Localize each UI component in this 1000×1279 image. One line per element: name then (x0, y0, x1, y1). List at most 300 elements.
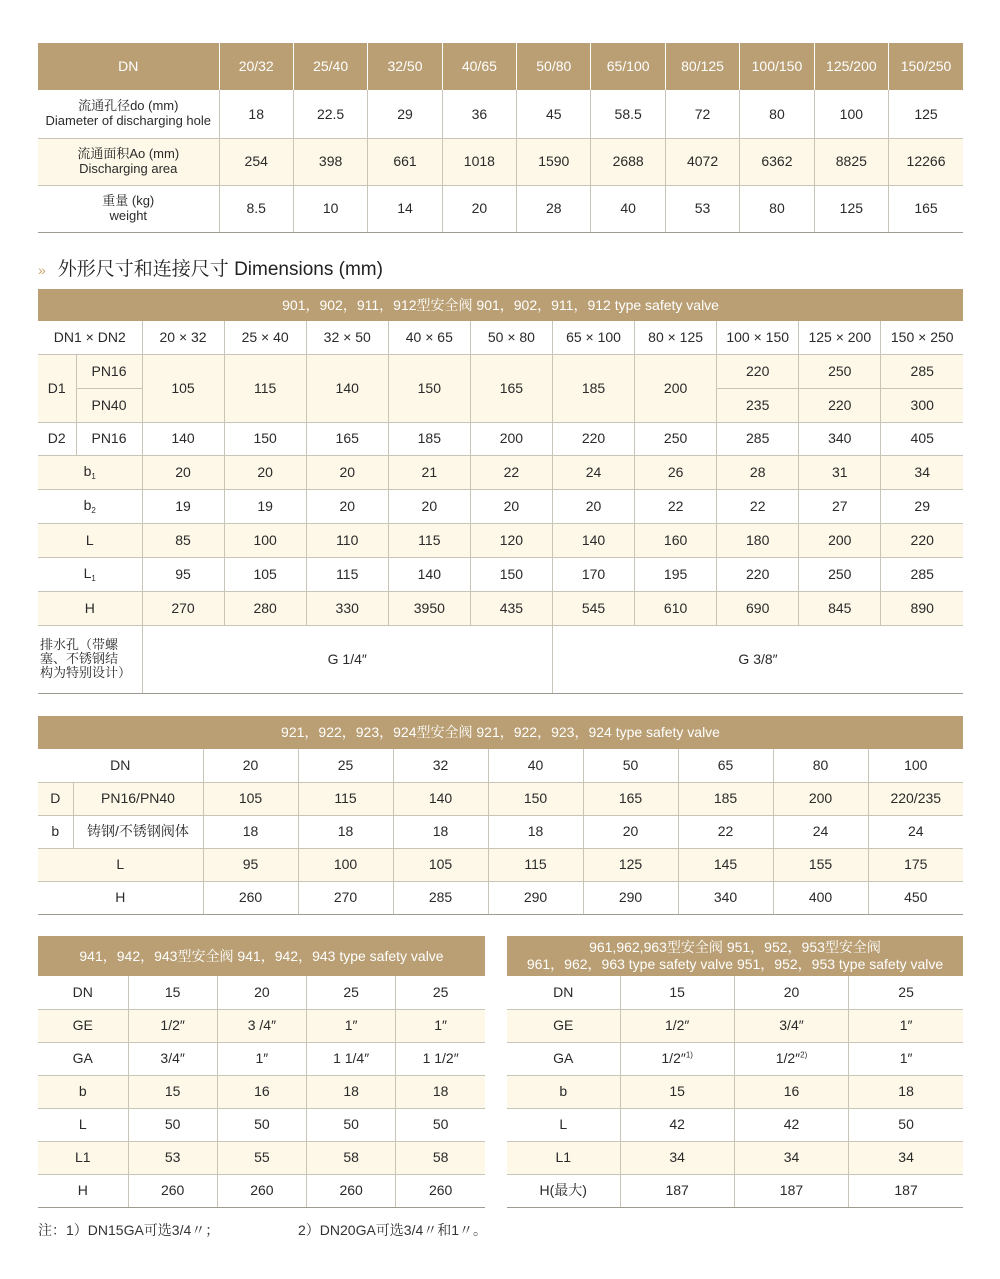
cell: 125 (583, 848, 678, 881)
row-label-text: b (83, 496, 92, 513)
cell: 235 (717, 388, 799, 422)
cell: 36 (442, 90, 516, 138)
cell: 125 (889, 90, 963, 138)
header-cell: 25 (298, 749, 393, 782)
cell: 8825 (814, 138, 888, 185)
cell: 85 (142, 523, 224, 557)
cell: 25 (307, 976, 396, 1009)
cell: 3/4″ (734, 1009, 848, 1042)
cell: 115 (306, 557, 388, 591)
table-row (38, 976, 485, 1009)
cell: 34 (881, 455, 963, 489)
table-title: 901，902，911，912型安全阀 901，902，911，912 type safety valve (38, 289, 963, 321)
cell: 31 (799, 455, 881, 489)
cell: 285 (881, 354, 963, 388)
cell: 140 (142, 422, 224, 455)
table-row (38, 1009, 485, 1042)
cell: 125 (814, 185, 888, 232)
section-title-text: 外形尺寸和连接尺寸 Dimensions (mm) (57, 259, 383, 280)
cell: 14 (368, 185, 442, 232)
cell: 25 (849, 976, 963, 1009)
cell: 26 (635, 455, 717, 489)
label-en: Diameter of discharging hole (45, 112, 211, 128)
row-label (38, 455, 142, 489)
row-label: L (38, 848, 203, 881)
row-label: b (38, 1075, 128, 1108)
cell: 22 (678, 815, 773, 848)
cell-value: 1/2″ (661, 1050, 686, 1067)
header-cell: 32/50 (368, 43, 442, 90)
cell: 42 (734, 1108, 848, 1141)
header-cell: 32 (393, 749, 488, 782)
cell: 115 (488, 848, 583, 881)
section-title (38, 254, 383, 281)
row-label: DN (507, 976, 620, 1009)
label-en: Discharging area (79, 160, 178, 176)
cell: 180 (717, 523, 799, 557)
drain-label-line: 构为特别设计） (40, 665, 132, 681)
cell: 34 (849, 1141, 963, 1174)
cell: 145 (678, 848, 773, 881)
cell: 610 (635, 591, 717, 625)
cell: 50 (849, 1108, 963, 1141)
cell: 1 1/2″ (396, 1042, 485, 1075)
row-label (38, 489, 142, 523)
cell: 150 (224, 422, 306, 455)
cell: 55 (217, 1141, 306, 1174)
row-label: H (38, 881, 203, 914)
row-label (38, 138, 219, 185)
row-label: GA (38, 1042, 128, 1075)
cell: 120 (470, 523, 552, 557)
cell: 3 /4″ (217, 1009, 306, 1042)
cell: 185 (552, 354, 634, 422)
table-row (38, 90, 963, 138)
row-label-sub: 1 (91, 471, 96, 481)
cell: 24 (773, 815, 868, 848)
table-header-row (38, 749, 963, 782)
cell: 165 (306, 422, 388, 455)
row-label: GE (507, 1009, 620, 1042)
row-label (38, 557, 142, 591)
cell: 220/235 (868, 782, 963, 815)
table-row (38, 625, 963, 693)
cell: 3950 (388, 591, 470, 625)
row-label-sub: 1 (91, 573, 96, 583)
footnote-2: 2）DN20GA可选3/4〃和1〃。 (298, 1222, 488, 1238)
cell: 18 (393, 815, 488, 848)
cell: 285 (881, 557, 963, 591)
cell: 34 (734, 1141, 848, 1174)
row-label-text: b (83, 462, 92, 479)
header-cell: 50/80 (517, 43, 591, 90)
cell: 24 (552, 455, 634, 489)
table-row (38, 848, 963, 881)
cell: 95 (203, 848, 298, 881)
cell: 115 (388, 523, 470, 557)
cell: 50 (307, 1108, 396, 1141)
cell (734, 1042, 848, 1075)
header-cell: 150/250 (889, 43, 963, 90)
title-line: 961,962,963型安全阀 951，952，953型安全阀 (589, 939, 881, 956)
cell: 340 (678, 881, 773, 914)
row-label: D2 (38, 422, 76, 455)
table-row (507, 1174, 963, 1207)
cell: 27 (799, 489, 881, 523)
cell: 1″ (307, 1009, 396, 1042)
cell: 8.5 (219, 185, 293, 232)
cell: 12266 (889, 138, 963, 185)
table-row (38, 591, 963, 625)
cell: 200 (773, 782, 868, 815)
label-cn: 流通孔径do (mm) (78, 97, 179, 113)
row-label: H (38, 591, 142, 625)
row-label-sub: 2 (91, 505, 96, 515)
cell: 100 (814, 90, 888, 138)
header-cell: 100 × 150 (717, 321, 799, 354)
cell: 185 (678, 782, 773, 815)
header-cell: 50 × 80 (470, 321, 552, 354)
cell: 18 (298, 815, 393, 848)
header-label: DN1 × DN2 (38, 321, 142, 354)
label-cn: 流通面积Ao (mm) (77, 145, 180, 161)
cell: 20 (306, 489, 388, 523)
cell: 29 (881, 489, 963, 523)
table-row (507, 1042, 963, 1075)
table-row (507, 1141, 963, 1174)
header-cell: 40/65 (442, 43, 516, 90)
cell-value: 1/2″ (775, 1050, 801, 1067)
cell: 100 (298, 848, 393, 881)
cell: 105 (224, 557, 306, 591)
cell: 22 (635, 489, 717, 523)
cell: 53 (665, 185, 739, 232)
cell: 40 (591, 185, 665, 232)
label-en: weight (109, 207, 148, 223)
cell: 58 (396, 1141, 485, 1174)
table-row (38, 523, 963, 557)
cell: 690 (717, 591, 799, 625)
cell: 53 (128, 1141, 217, 1174)
cell: 22.5 (293, 90, 367, 138)
table-header-row (38, 321, 963, 354)
table-row (38, 1141, 485, 1174)
cell: 280 (224, 591, 306, 625)
cell: 185 (388, 422, 470, 455)
cell: 80 (740, 185, 814, 232)
row-label (38, 185, 219, 232)
row-label-text: L (83, 564, 92, 581)
cell: 20 (388, 489, 470, 523)
cell: 300 (881, 388, 963, 422)
table-row (38, 881, 963, 914)
cell: 140 (306, 354, 388, 422)
row-label: D1 (38, 354, 76, 422)
cell: 187 (734, 1174, 848, 1207)
row-label: L (38, 1108, 128, 1141)
cell: 150 (488, 782, 583, 815)
header-cell: 20/32 (219, 43, 293, 90)
dimensions-table-901 (38, 289, 963, 694)
footnote-ref: 2) (800, 1050, 808, 1060)
table-row (38, 489, 963, 523)
cell: 25 (396, 976, 485, 1009)
row-label: GA (507, 1042, 620, 1075)
header-cell: 65 × 100 (552, 321, 634, 354)
cell: 285 (393, 881, 488, 914)
row-label: L (507, 1108, 620, 1141)
header-cell: 40 × 65 (388, 321, 470, 354)
cell: 200 (799, 523, 881, 557)
cell: 18 (307, 1075, 396, 1108)
cell: 16 (217, 1075, 306, 1108)
cell: 270 (142, 591, 224, 625)
cell: 2688 (591, 138, 665, 185)
pn-label: PN16 (76, 422, 142, 455)
cell: 450 (868, 881, 963, 914)
row-label: H (38, 1174, 128, 1207)
header-cell: 20 (203, 749, 298, 782)
header-cell: 80/125 (665, 43, 739, 90)
cell: 18 (488, 815, 583, 848)
cell: 160 (635, 523, 717, 557)
footnote-ref: 1) (685, 1050, 693, 1060)
table-row (38, 422, 963, 455)
row-label: b (507, 1075, 620, 1108)
footnote (38, 1220, 487, 1240)
header-cell: 100/150 (740, 43, 814, 90)
header-cell: 50 (583, 749, 678, 782)
cell: 15 (620, 976, 734, 1009)
cell: 19 (142, 489, 224, 523)
cell: 260 (128, 1174, 217, 1207)
table1-header-row (38, 43, 963, 90)
cell: 845 (799, 591, 881, 625)
table-title: 941，942，943型安全阀 941，942，943 type safety valve (38, 936, 485, 976)
dimensions-table-961 (507, 936, 963, 1208)
table-row (507, 976, 963, 1009)
cell: 3/4″ (128, 1042, 217, 1075)
header-cell: 80 × 125 (635, 321, 717, 354)
cell: 545 (552, 591, 634, 625)
header-cell: 20 × 32 (142, 321, 224, 354)
cell: 220 (717, 354, 799, 388)
cell: 50 (217, 1108, 306, 1141)
cell: 50 (128, 1108, 217, 1141)
cell: 187 (620, 1174, 734, 1207)
header-cell: 65/100 (591, 43, 665, 90)
cell: 1590 (517, 138, 591, 185)
cell: 260 (203, 881, 298, 914)
row-label (38, 90, 219, 138)
cell: 290 (488, 881, 583, 914)
row-label: DN (38, 976, 128, 1009)
cell: 398 (293, 138, 367, 185)
cell: 254 (219, 138, 293, 185)
cell: 187 (849, 1174, 963, 1207)
drain-value: G 3/8″ (552, 625, 963, 693)
cell: 16 (734, 1075, 848, 1108)
cell: 140 (388, 557, 470, 591)
section-arrow-icon: » (38, 262, 46, 278)
header-cell: DN (38, 43, 219, 90)
cell: 20 (217, 976, 306, 1009)
header-cell: 40 (488, 749, 583, 782)
cell: 6362 (740, 138, 814, 185)
cell: 22 (470, 455, 552, 489)
cell: 250 (799, 354, 881, 388)
header-cell: 150 × 250 (881, 321, 963, 354)
cell: 200 (470, 422, 552, 455)
cell: 1″ (396, 1009, 485, 1042)
header-cell: 80 (773, 749, 868, 782)
row-label: GE (38, 1009, 128, 1042)
cell: 290 (583, 881, 678, 914)
cell: 150 (470, 557, 552, 591)
cell: 20 (470, 489, 552, 523)
table-row (38, 138, 963, 185)
cell: 20 (142, 455, 224, 489)
cell: 18 (396, 1075, 485, 1108)
cell: 20 (734, 976, 848, 1009)
cell: 10 (293, 185, 367, 232)
table-row (38, 557, 963, 591)
cell (849, 1042, 963, 1075)
header-label: DN (38, 749, 203, 782)
discharge-spec-table (38, 43, 963, 233)
table-row (38, 455, 963, 489)
row-label: b (38, 815, 73, 848)
header-cell: 25 × 40 (224, 321, 306, 354)
cell: 58.5 (591, 90, 665, 138)
cell: 260 (396, 1174, 485, 1207)
drain-value: G 1/4″ (142, 625, 552, 693)
cell: 400 (773, 881, 868, 914)
cell: 15 (620, 1075, 734, 1108)
cell: 34 (620, 1141, 734, 1174)
table-row (38, 815, 963, 848)
cell: 340 (799, 422, 881, 455)
cell: 285 (717, 422, 799, 455)
cell: 165 (889, 185, 963, 232)
header-cell: 65 (678, 749, 773, 782)
cell: 200 (635, 354, 717, 422)
cell: 20 (306, 455, 388, 489)
row-label: L (38, 523, 142, 557)
cell: 1″ (849, 1009, 963, 1042)
cell: 20 (224, 455, 306, 489)
cell: 19 (224, 489, 306, 523)
cell: 220 (881, 523, 963, 557)
cell: 1/2″ (620, 1009, 734, 1042)
header-cell: 125/200 (814, 43, 888, 90)
cell: 165 (583, 782, 678, 815)
cell: 140 (393, 782, 488, 815)
cell: 250 (799, 557, 881, 591)
cell: 105 (142, 354, 224, 422)
cell: 18 (219, 90, 293, 138)
cell: 28 (717, 455, 799, 489)
cell: 330 (306, 591, 388, 625)
cell: 115 (298, 782, 393, 815)
row-label: L1 (38, 1141, 128, 1174)
pn-label: PN16 (76, 354, 142, 388)
cell: 140 (552, 523, 634, 557)
cell: 105 (393, 848, 488, 881)
cell: 260 (217, 1174, 306, 1207)
cell: 22 (717, 489, 799, 523)
cell: 28 (517, 185, 591, 232)
cell: 165 (470, 354, 552, 422)
cell: 115 (224, 354, 306, 422)
pn-label: PN16/PN40 (73, 782, 203, 815)
header-cell: 25/40 (293, 43, 367, 90)
cell: 1018 (442, 138, 516, 185)
cell: 220 (717, 557, 799, 591)
cell: 1/2″ (128, 1009, 217, 1042)
row-label: H(最大) (507, 1174, 620, 1207)
table-row (507, 1108, 963, 1141)
cell: 18 (849, 1075, 963, 1108)
cell: 50 (396, 1108, 485, 1141)
cell: 405 (881, 422, 963, 455)
header-cell: 125 × 200 (799, 321, 881, 354)
footnote-1: 注：1）DN15GA可选3/4〃； (38, 1222, 220, 1238)
cell: 195 (635, 557, 717, 591)
label-cn: 重量 (kg) (102, 192, 155, 208)
table-row (507, 1075, 963, 1108)
title-line: 961，962，963 type safety valve 951，952，953 type safety valve (526, 956, 944, 972)
cell: 15 (128, 1075, 217, 1108)
cell: 58 (307, 1141, 396, 1174)
table-row (38, 782, 963, 815)
cell: 175 (868, 848, 963, 881)
cell: 18 (203, 815, 298, 848)
cell: 29 (368, 90, 442, 138)
cell: 21 (388, 455, 470, 489)
cell: 42 (620, 1108, 734, 1141)
table-row (507, 1009, 963, 1042)
cell: 20 (552, 489, 634, 523)
table-row (38, 1108, 485, 1141)
cell: 110 (306, 523, 388, 557)
dimensions-table-921 (38, 716, 963, 915)
dimensions-table-941 (38, 936, 485, 1208)
cell: 890 (881, 591, 963, 625)
cell: 95 (142, 557, 224, 591)
drain-label-line: 塞、不锈钢结 (40, 650, 119, 666)
cell: 105 (203, 782, 298, 815)
cell: 270 (298, 881, 393, 914)
material-label: 铸钢/不锈钢阀体 (73, 815, 203, 848)
cell: 661 (368, 138, 442, 185)
cell: 45 (517, 90, 591, 138)
cell: 170 (552, 557, 634, 591)
cell: 1″ (217, 1042, 306, 1075)
cell: 150 (388, 354, 470, 422)
cell: 4072 (665, 138, 739, 185)
row-label: L1 (507, 1141, 620, 1174)
cell: 435 (470, 591, 552, 625)
pn-label: PN40 (76, 388, 142, 422)
cell: 15 (128, 976, 217, 1009)
table-title: 921，922，923，924型安全阀 921，922，923，924 type safety valve (38, 716, 963, 749)
table-row (38, 185, 963, 232)
cell: 220 (799, 388, 881, 422)
cell: 250 (635, 422, 717, 455)
cell-value: 1″ (899, 1050, 913, 1067)
cell: 220 (552, 422, 634, 455)
